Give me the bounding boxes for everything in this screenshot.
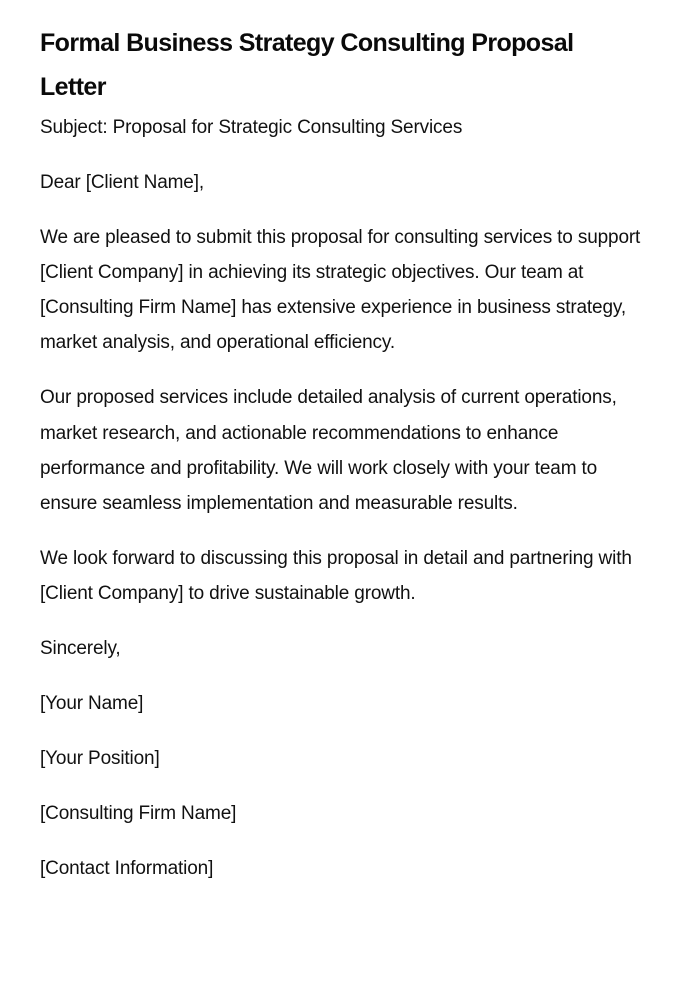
body-paragraph-closing: We look forward to discussing this proposal in detail and partnering with [Client Company] to drive sustainable growth. — [40, 547, 632, 605]
subject-line: Subject: Proposal for Strategic Consulting Services — [40, 117, 463, 138]
document-title: Formal Business Strategy Consulting Proposal Letter — [40, 29, 574, 101]
body-paragraph-intro: We are pleased to submit this proposal for consulting services to support [Client Company] in achieving its strategic objectives. Our team at [Consulting Firm Name] has extensive experience in business strategy, market analysis, and operational efficiency. — [40, 226, 641, 354]
closing: Sincerely, — [40, 638, 121, 660]
body-paragraph-services: Our proposed services include detailed analysis of current operations, market research, and actionable recommendations to enhance performance and profitability. We will work closely with your team to ensure seamless implementation and measurable results. — [40, 387, 617, 515]
signature-position: [Your Position] — [40, 748, 160, 770]
signature-contact: [Contact Information] — [40, 858, 214, 879]
salutation: Dear [Client Name], — [40, 171, 204, 193]
signature-firm: [Consulting Firm Name] — [40, 803, 237, 825]
signature-name: [Your Name] — [40, 693, 144, 715]
